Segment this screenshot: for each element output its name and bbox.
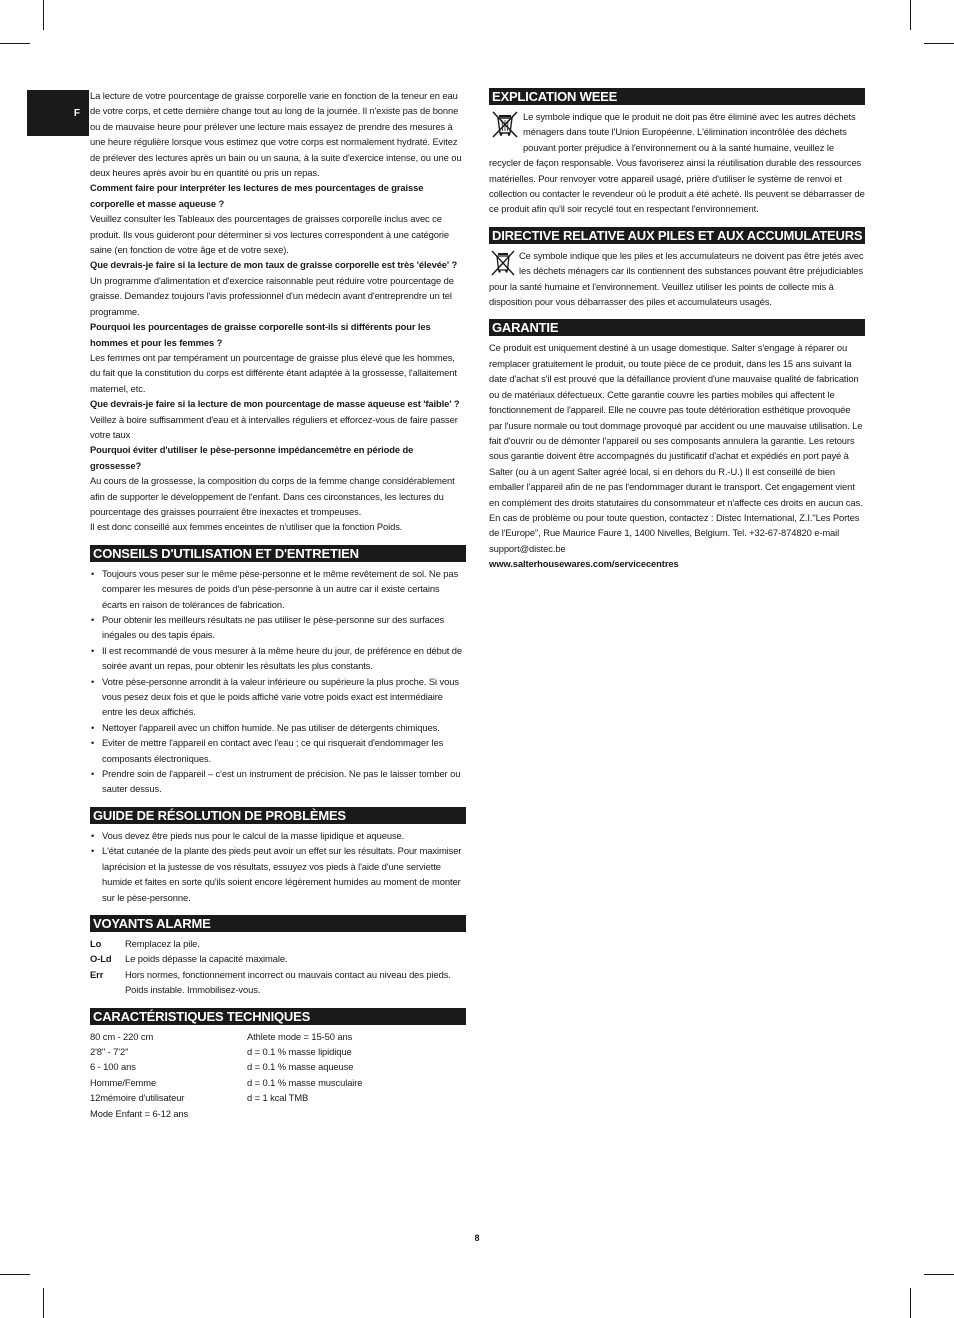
alarm-code: O-Ld [90, 953, 112, 965]
spec-item: 80 cm - 220 cm [90, 1030, 154, 1042]
alarm-code: Lo [90, 937, 102, 949]
spec-item: d = 0.1 % masse musculaire [247, 1076, 363, 1088]
spec-item: Homme/Femme [90, 1076, 157, 1088]
spec-item: Mode Enfant = 6-12 ans [90, 1107, 189, 1119]
crop-mark [924, 1274, 954, 1275]
spec-item: 12mémoire d'utilisateur [90, 1092, 185, 1104]
alarm-row [90, 967, 466, 998]
conseils-list [90, 566, 466, 797]
faq-answer: Veuillez consulter les Tableaux des pourcentages de graisses corporelle inclus avec ce produit. Ils vous guideront pour déterminer si vos lectures correspondent à une catégorie saine (en fonction de votre âge et de votre sexe). [90, 213, 450, 256]
list-item: • L'état cutanée de la plante des pieds peut avoir un effet sur les résultats. Pour maximiser laprécision et la justesse de vos résultats, essuyez vos pieds à l'aide d'une serviette humide et faites en sorte qu'ils soient encore légèrement humides au moment de monter sur le pèse-personne. [90, 843, 466, 905]
section-heading-weee: EXPLICATION WEEE [489, 88, 865, 105]
specs-column [247, 1029, 362, 1121]
language-tab: F [27, 90, 89, 136]
list-item: • Nettoyer l'appareil avec un chiffon humide. Ne pas utiliser de détergents chimiques. [90, 720, 466, 735]
alarm-text: Le poids dépasse la capacité maximale. [125, 953, 288, 965]
crop-mark [910, 1288, 911, 1318]
faq-answer: Les femmes ont par tempérament un pourcentage de graisse plus élevé que les hommes, du fait que la constitution du corps est différente étant adaptée à la grossesse, l'allaitement maternel, etc. [90, 351, 457, 394]
alarm-code: Err [90, 968, 104, 980]
crop-mark [43, 0, 44, 30]
spec-item: d = 0.1 % masse aqueuse [247, 1061, 354, 1073]
crop-mark [0, 43, 30, 44]
crop-mark [924, 43, 954, 44]
faq-question: Que devrais-je faire si la lecture de mon pourcentage de masse aqueuse est 'faible' ? [90, 398, 460, 410]
list-item: • Prendre soin de l'appareil – c'est un instrument de précision. Ne pas le laisser tomber ou sauter dessus. [90, 766, 466, 797]
left-column [90, 88, 466, 1121]
section-heading-piles: DIRECTIVE RELATIVE AUX PILES ET AUX ACCUMULATEURS [489, 227, 865, 244]
alarm-row [90, 936, 466, 951]
section-heading-garantie: GARANTIE [489, 319, 865, 336]
crop-mark [0, 1274, 30, 1275]
faq-answer: Au cours de la grossesse, la composition du corps de la femme change considérablement afin de supporter le développement de l'enfant. Dans ces circonstances, les lectures du pourcentage des graisses pourraient être inexactes et trompeuses. [90, 475, 455, 517]
section-heading-guide: GUIDE DE RÉSOLUTION DE PROBLÈMES [90, 807, 466, 824]
faq-answer: Veillez à boire suffisamment d'eau et à intervalles réguliers et efforcez-vous de faire passer votre taux [90, 413, 458, 440]
piles-text: Ce symbole indique que les piles et les accumulateurs ne doivent pas être jetés avec les déchets ménagers car ils contiennent des substances pouvant être préjudiciables pour la santé humaine et l'environnement. Veuillez utiliser les points de collecte mis à disposition pour vous débarrasser des piles et accumulateurs usagés. [489, 249, 864, 308]
spec-item: 6 - 100 ans [90, 1061, 136, 1073]
list-item: • Il est recommandé de vous mesurer à la même heure du jour, de préférence en début de soirée avant un repas, pour obtenir les résultats les plus constants. [90, 643, 466, 674]
crossed-bin-icon [489, 109, 521, 141]
intro-paragraph: La lecture de votre pourcentage de graisse corporelle varie en fonction de la teneur en eau de votre corps, et cette dernière change tout au long de la journée. Il n'existe pas de bonne ou de mauvaise heure pour prélever une lecture mais essayez de prendre des mesures à une heure régulière lorsque vous estimez que votre corps est normalement hydraté. Evitez de prélever des lectures après un bain ou un sauna, à la suite d'exercice intense, ou une ou deux heures après avoir bu en quantité ou pris un repas. [90, 90, 462, 179]
faq-question: Pourquoi éviter d'utiliser le pèse-personne impédancemètre en période de grossesse? [90, 444, 414, 471]
section-heading-voyants: VOYANTS ALARME [90, 915, 466, 932]
list-item: • Toujours vous peser sur le même pèse-personne et le même revêtement de sol. Ne pas comparer les mesures de poids d'un pèse-personne à un autre car il existe certains écarts en raison de tolérances de fabrication. [90, 566, 466, 612]
faq-answer: Un programme d'alimentation et d'exercice raisonnable peut réduire votre pourcentage de graisse. Demandez toujours l'avis professionnel d'un médecin avant d'entreprendre un tel programme. [90, 274, 454, 317]
faq-question: Comment faire pour interpréter les lectures de mes pourcentages de graisse corporelle et masse aqueuse ? [90, 182, 424, 209]
page-number: 8 [474, 1233, 480, 1243]
piles-block [489, 248, 865, 310]
list-item: • Eviter de mettre l'appareil en contact avec l'eau ; ce qui risquerait d'endommager les composants électroniques. [90, 735, 466, 766]
garantie-text: Ce produit est uniquement destiné à un usage domestique. Salter s'engage à réparer ou remplacer gratuitement le produit, ou toute pièce de ce produit, dans les 15 ans suivant la date d'achat s'il est prouvé que la défaillance provient d'une mauvaise qualité de fabrication ou de matériaux défectueux. Cette garantie couvre les parties mobiles qui affectent le fonctionnement de l'appareil. Elle ne couvre pas toute détérioration esthétique provoquée par l'usure normale ou tout dommage provoqué par accident ou une mauvaise utilisation. Le fait d'ouvrir ou de démonter l'appareil ou ses composants annulera la garantie. Les retours sous garantie doivent être accompagnés du justificatif d'achat et expédiés en port payé à Salter (ou à un agent Salter agréé local, si en dehors du R.-U.) Il est conseillé de bien emballer l'appareil afin de ne pas l'endommager durant le transport. Cet engagement vient en complément des droits statutaires du consommateur et n'affecte ces droits en aucun cas. En cas de problème ou pour toute question, contactez : Distec International, Z.I."Les Portes de l'Europe", Rue Maurice Faure 1, 1400 Nivelles, Belgium. Tel. +32-67-874820 e-mail support@distec.be [489, 342, 863, 554]
weee-text: Le symbole indique que le produit ne doit pas être éliminé avec les autres déchets ménagers dans toute l'Union Européenne. L'élimination incontrôlée des déchets pouvant porter préjudice à l'environnement ou à la santé humaine, veuillez le recycler de façon responsable. Vous favoriserez ainsi la réutilisation durable des ressources matérielles. Pour renvoyer votre appareil usagé, prière d'utiliser le système de renvoi et collection ou contacter le revendeur où le produit a été acheté. Ils peuvent se débarrasser de ce produit afin qu'il soir recyclé tout en respectant l'environnement. [489, 111, 865, 215]
specs-column [90, 1029, 247, 1121]
spec-item: 2'8" - 7'2" [90, 1045, 129, 1057]
section-heading-specs: CARACTÉRISTIQUES TECHNIQUES [90, 1008, 466, 1025]
spec-item: d = 0.1 % masse lipidique [247, 1045, 352, 1057]
spec-item: d = 1 kcal TMB [247, 1092, 309, 1104]
guide-list [90, 828, 466, 905]
faq-question: Que devrais-je faire si la lecture de mon taux de graisse corporelle est très 'élevée' ? [90, 259, 458, 271]
spec-item: Athlete mode = 15-50 ans [247, 1030, 353, 1042]
crop-mark [43, 1288, 44, 1318]
crossed-bin-battery-icon [489, 248, 517, 278]
alarm-row [90, 951, 466, 966]
list-item: • Vous devez être pieds nus pour le calcul de la masse lipidique et aqueuse. [90, 828, 466, 843]
weee-block [489, 109, 865, 217]
section-heading-conseils: CONSEILS D'UTILISATION ET D'ENTRETIEN [90, 545, 466, 562]
service-url[interactable]: www.salterhousewares.com/servicecentres [489, 558, 679, 570]
faq-question: Pourquoi les pourcentages de graisse corporelle sont-ils si différents pour les hommes et pour les femmes ? [90, 321, 431, 348]
alarm-text: Remplacez la pile. [125, 937, 200, 949]
pregnancy-note: Il est donc conseillé aux femmes enceintes de n'utiliser que la fonction Poids. [90, 521, 403, 533]
right-column [489, 88, 865, 572]
specs-table [90, 1029, 466, 1121]
list-item: • Pour obtenir les meilleurs résultats ne pas utiliser le pèse-personne sur des surfaces inégales ou des tapis épais. [90, 612, 466, 643]
crop-mark [910, 0, 911, 30]
list-item: • Votre pèse-personne arrondit à la valeur inférieure ou supérieure la plus proche. Si vous vous pesez deux fois et que le poids affiché varie votre poids exact est intermédiaire entre les deux affichés. [90, 674, 466, 720]
alarm-text: Hors normes, fonctionnement incorrect ou mauvais contact au niveau des pieds. Poids instable. Immobilisez-vous. [125, 968, 451, 996]
